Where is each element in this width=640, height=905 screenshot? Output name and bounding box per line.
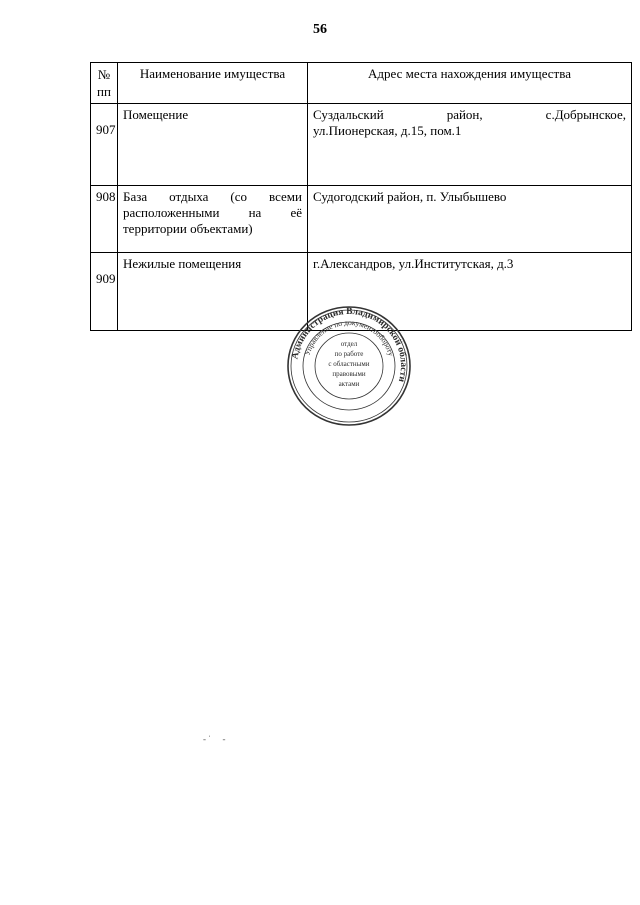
address-part: Суздальский [313, 107, 384, 122]
stamp-center-line: с областными [328, 360, 370, 368]
stamp-seal-icon [286, 305, 412, 427]
stamp-inner-text: Управление по документообороту [302, 317, 396, 358]
table-row [91, 104, 632, 186]
page-number: 56 [313, 22, 327, 37]
property-name: База отдыха (со всеми расположенными на её территории объектами) [118, 186, 308, 253]
header-name: Наименование имущества [118, 63, 308, 104]
table-row [91, 186, 632, 253]
address-part: с.Добрынское, [545, 107, 626, 122]
header-address: Адрес места нахождения имущества [308, 63, 632, 104]
property-name: Нежилые помещения [118, 253, 308, 331]
header-num: № пп [91, 63, 118, 104]
address-part: район, [446, 107, 483, 122]
property-address: г.Александров, ул.Институтская, д.3 [308, 253, 632, 331]
property-address [308, 104, 632, 186]
row-number: 909 [91, 253, 118, 331]
official-stamp [286, 305, 412, 427]
address-part: ул.Пионерская, д.15, пом.1 [313, 123, 462, 138]
row-number: 908 [91, 186, 118, 253]
property-table [90, 62, 632, 331]
stamp-center-line: отдел [340, 340, 358, 348]
scan-artifact-icon: ‐ ˈ ‐ [203, 734, 226, 744]
stamp-center-line: правовыми [332, 370, 366, 378]
stamp-center-line: актами [338, 380, 360, 388]
stamp-center-line: по работе [334, 350, 364, 358]
property-name: Помещение [118, 104, 308, 186]
row-number: 907 [91, 104, 118, 186]
property-address: Судогодский район, п. Улыбышево [308, 186, 632, 253]
stamp-outer-text: Администрация Владимирской области [290, 306, 409, 383]
table-header-row [91, 63, 632, 104]
